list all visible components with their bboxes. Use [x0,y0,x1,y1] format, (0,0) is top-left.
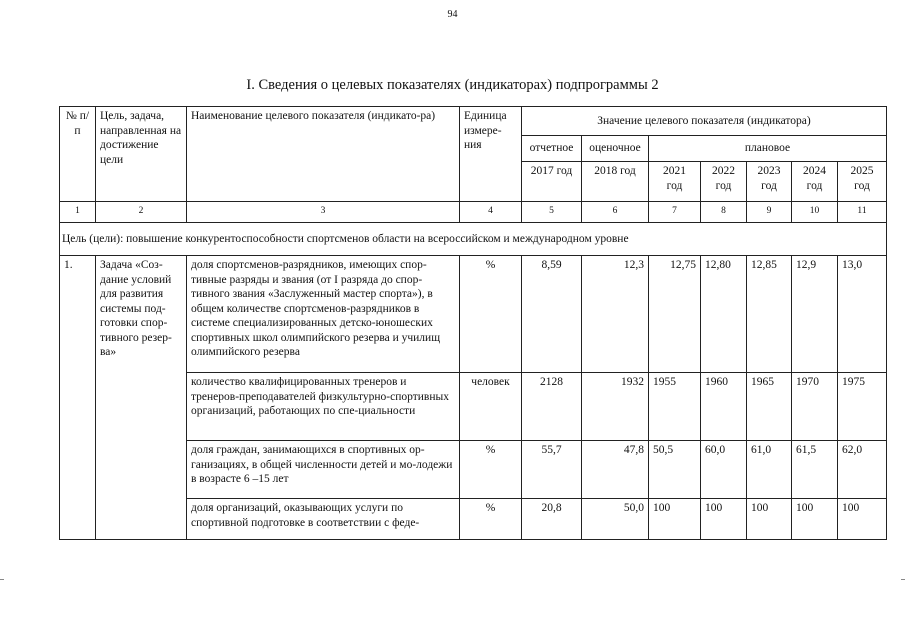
value-2024: 1970 [792,373,838,441]
goal-text: Цель (цели): повышение конкурентоспособности спортсменов области на всероссийском и международном уровне [60,223,887,256]
indicator-name: доля организаций, оказывающих услуги по спортивной подготовке в соответствии с феде- [187,499,460,540]
value-2021: 50,5 [649,441,701,499]
value-2022: 12,80 [701,256,747,373]
indicator-unit: % [460,256,522,373]
header-name: Наименование целевого показателя (индикато-ра) [187,107,460,202]
section-title: I. Сведения о целевых показателях (индикаторах) подпрограммы 2 [246,77,659,93]
value-2024: 12,9 [792,256,838,373]
header-report: отчетное [522,136,582,162]
header-year-2025: 2025 год [838,162,887,202]
value-2025: 1975 [838,373,887,441]
scan-edge-mark [901,579,905,580]
header-year-2018: 2018 год [582,162,649,202]
header-value: Значение целевого показателя (индикатора) [522,107,887,136]
col-number: 5 [522,202,582,223]
goal-row [60,223,887,256]
header-year-2023: 2023 год [747,162,792,202]
page-number: 94 [447,9,458,20]
header-year-2021: 2021 год [649,162,701,202]
indicator-name: количество квалифицированных тренеров и тренеров-преподавателей физкультурно-спортивных организаций, работающих по спе-циальности [187,373,460,441]
value-2017: 55,7 [522,441,582,499]
value-2024: 100 [792,499,838,540]
value-2023: 61,0 [747,441,792,499]
indicator-name: доля спортсменов-разрядников, имеющих спор-тивные разряды и звания (от I разряда до спор-тивного звания «Заслуженный мастер спорта»), в общем количестве спортсменов-разрядников в системе специализированных детско-юношеских спортивных школ олимпийского резерва и училищ олимпийского резерва [187,256,460,373]
indicator-row [60,256,887,373]
scan-edge-mark [0,579,4,580]
value-2022: 100 [701,499,747,540]
col-number: 7 [649,202,701,223]
indicator-unit: % [460,441,522,499]
value-2022: 1960 [701,373,747,441]
col-number: 4 [460,202,522,223]
value-2017: 20,8 [522,499,582,540]
header-num: № п/п [60,107,96,202]
value-2023: 100 [747,499,792,540]
value-2025: 13,0 [838,256,887,373]
value-2018: 1932 [582,373,649,441]
value-2018: 47,8 [582,441,649,499]
value-2024: 61,5 [792,441,838,499]
indicator-name: доля граждан, занимающихся в спортивных ор-ганизациях, в общей численности детей и мо-лодежи в возрасте 6 –15 лет [187,441,460,499]
value-2022: 60,0 [701,441,747,499]
col-number: 3 [187,202,460,223]
col-number: 11 [838,202,887,223]
value-2021: 1955 [649,373,701,441]
value-2017: 2128 [522,373,582,441]
header-estimate: оценочное [582,136,649,162]
value-2021: 100 [649,499,701,540]
col-number: 8 [701,202,747,223]
col-number: 9 [747,202,792,223]
col-number: 6 [582,202,649,223]
value-2018: 12,3 [582,256,649,373]
value-2023: 12,85 [747,256,792,373]
task-number: 1. [60,256,96,540]
value-2025: 100 [838,499,887,540]
value-2017: 8,59 [522,256,582,373]
value-2025: 62,0 [838,441,887,499]
col-number: 10 [792,202,838,223]
header-planned: плановое [649,136,887,162]
indicators-table [59,106,887,540]
column-numbers-row [60,202,887,223]
header-unit: Единица измере-ния [460,107,522,202]
indicator-unit: % [460,499,522,540]
task-text: Задача «Соз-дание условий для развития системы под-готовки спор-тивного резер-ва» [96,256,187,540]
header-year-2017: 2017 год [522,162,582,202]
col-number: 2 [96,202,187,223]
header-year-2022: 2022 год [701,162,747,202]
value-2021: 12,75 [649,256,701,373]
indicator-unit: человек [460,373,522,441]
value-2018: 50,0 [582,499,649,540]
value-2023: 1965 [747,373,792,441]
header-row-1 [60,107,887,136]
header-year-2024: 2024 год [792,162,838,202]
header-goal: Цель, задача, направленная на достижение цели [96,107,187,202]
col-number: 1 [60,202,96,223]
